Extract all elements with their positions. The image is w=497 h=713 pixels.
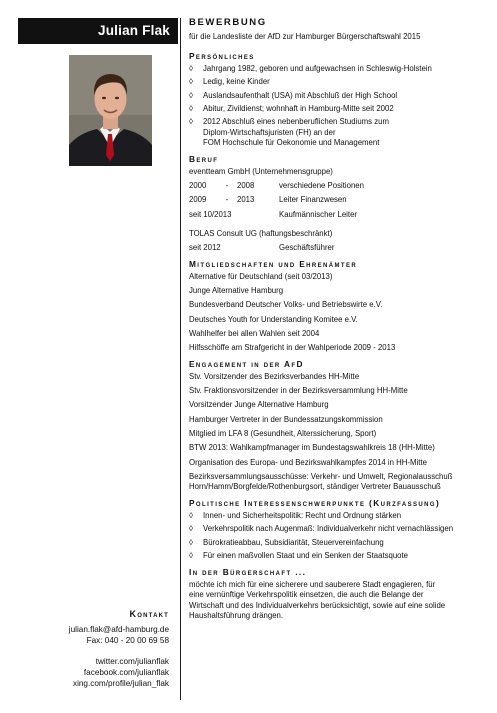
- contact-xing[interactable]: xing.com/profile/julian_flak: [72, 679, 169, 688]
- personal-heading: Persönliches: [189, 51, 255, 61]
- engagement-item: Stv. Vorsitzender des Bezirksverbandes HH-Mitte: [189, 371, 360, 381]
- career-sep: -: [225, 195, 229, 205]
- engagement-heading: Engagement in der AfD: [189, 358, 304, 369]
- membership-item: Deutsches Youth for Understanding Komitee e.V.: [189, 314, 358, 324]
- career-from: 2000: [189, 181, 207, 191]
- document-title: BEWERBUNG: [189, 17, 267, 28]
- contact-heading: Kontakt: [129, 609, 169, 619]
- career-company-1: eventteam GmbH (Unternehmensgruppe): [189, 166, 333, 176]
- engagement-list: [189, 372, 489, 493]
- name-banner: [18, 18, 178, 44]
- main-column: [189, 18, 489, 622]
- focus-item: ◊ Bürokratieabbau, Subsidiarität, Steuervereinfachung: [189, 538, 489, 549]
- personal-item: ◊ Auslandsaufenthalt (USA) mit Abschluß der High School: [189, 91, 489, 102]
- career-row: [189, 243, 489, 254]
- focus-item: ◊ Innen- und Sicherheitspolitik: Recht und Ordnung stärken: [189, 511, 489, 522]
- contact-facebook[interactable]: facebook.com/julianflak: [83, 668, 169, 677]
- career-row: [189, 195, 489, 206]
- membership-item: Bundesverband Deutscher Volks- und Betriebswirte e.V.: [189, 300, 383, 310]
- engagement-item: Mitglied im LFA 8 (Gesundheit, Alterssicherung, Sport): [189, 429, 377, 439]
- focus-heading: Politische Interessenschwerpunkte (Kurzfassung): [189, 498, 441, 509]
- career-from: 2009: [189, 195, 207, 205]
- membership-item: Alternative für Deutschland (seit 03/2013): [189, 271, 333, 281]
- career-role: Geschäftsführer: [279, 243, 335, 253]
- career-company-2: TOLAS Consult UG (haftungsbeschränkt): [189, 229, 333, 239]
- contact-email[interactable]: julian.flak@afd-hamburg.de: [68, 625, 169, 634]
- portrait-illustration: [69, 55, 152, 166]
- personal-list: [189, 64, 489, 149]
- document-subtitle: für die Landesliste der AfD zur Hamburger Bürgerschaftswahl 2015: [189, 32, 421, 41]
- career-row: [189, 181, 489, 192]
- personal-item: ◊ Ledig, keine Kinder: [189, 77, 489, 88]
- engagement-item: Bezirksversammlungsausschüsse: Verkehr- und Umwelt, Regionalausschuß Horn/Hamm/Borgfelde/Rothenburgsort, ständiger Vertreter Bauausschuß: [189, 471, 453, 492]
- portrait-photo: [69, 55, 152, 166]
- focus-list: [189, 511, 489, 561]
- personal-item: ◊ Jahrgang 1982, geboren und aufgewachsen in Schleswig-Holstein: [189, 64, 489, 75]
- career-row: [189, 210, 489, 221]
- career-heading: Beruf: [189, 153, 219, 164]
- engagement-item: Stv. Fraktionsvorsitzender in der Bezirksversammlung HH-Mitte: [189, 386, 408, 396]
- candidate-name: Julian Flak: [98, 23, 170, 38]
- memberships-heading: Mitgliedschaften und Ehrenämter: [189, 258, 358, 269]
- focus-item: ◊ Verkehrspolitik nach Augenmaß: Individualverkehr nicht vernachlässigen: [189, 524, 489, 535]
- personal-item: ◊ 2012 Abschluß eines nebenberuflichen Studiums zum Diplom-Wirtschaftsjuristen (FH) an der FOM Hochschule für Oekonomie und Management: [189, 117, 489, 149]
- engagement-item: BTW 2013: Wahlkampfmanager im Bundestagswahlkreis 18 (HH-Mitte): [189, 443, 435, 453]
- column-divider: [180, 18, 181, 700]
- memberships-list: [189, 272, 489, 354]
- career-to: 2008: [237, 181, 255, 191]
- focus-item: ◊ Für einen maßvollen Staat und ein Senken der Staatsquote: [189, 551, 489, 562]
- membership-item: Junge Alternative Hamburg: [189, 286, 284, 296]
- career-role: Kaufmännischer Leiter: [279, 209, 358, 219]
- engagement-item: Organisation des Europa- und Bezirkswahlkampfes 2014 in HH-Mitte: [189, 457, 427, 467]
- career-period: seit 2012: [189, 243, 221, 253]
- parliament-text: möchte ich mich für eine sicherere und sauberere Stadt engagieren, für eine vernünftige Verkehrspolitik einsetzen, die auch die Belange der Wirtschaft und des Individualverkehrs berücksichtigt, sowie auf eine solide Haushaltsführung drängen.: [189, 579, 446, 621]
- career-sep: -: [225, 181, 229, 191]
- career-role: Leiter Finanzwesen: [279, 195, 347, 205]
- membership-item: Hilfsschöffe am Strafgericht in der Wahlperiode 2009 - 2013: [189, 343, 396, 353]
- career-period: seit 10/2013: [189, 209, 232, 219]
- parliament-heading: In der Bürgerschaft ...: [189, 566, 307, 577]
- membership-item: Wahlhelfer bei allen Wahlen seit 2004: [189, 329, 320, 339]
- personal-item: ◊ Abitur, Zivildienst; wohnhaft in Hamburg-Mitte seit 2002: [189, 104, 489, 115]
- contact-twitter[interactable]: twitter.com/julianflak: [95, 657, 169, 666]
- engagement-item: Hamburger Vertreter in der Bundessatzungskommission: [189, 414, 383, 424]
- contact-fax: Fax: 040 - 20 00 69 58: [86, 636, 169, 645]
- engagement-item: Vorsitzender Junge Alternative Hamburg: [189, 400, 329, 410]
- career-to: 2013: [237, 195, 255, 205]
- career-role: verschiedene Positionen: [279, 181, 364, 191]
